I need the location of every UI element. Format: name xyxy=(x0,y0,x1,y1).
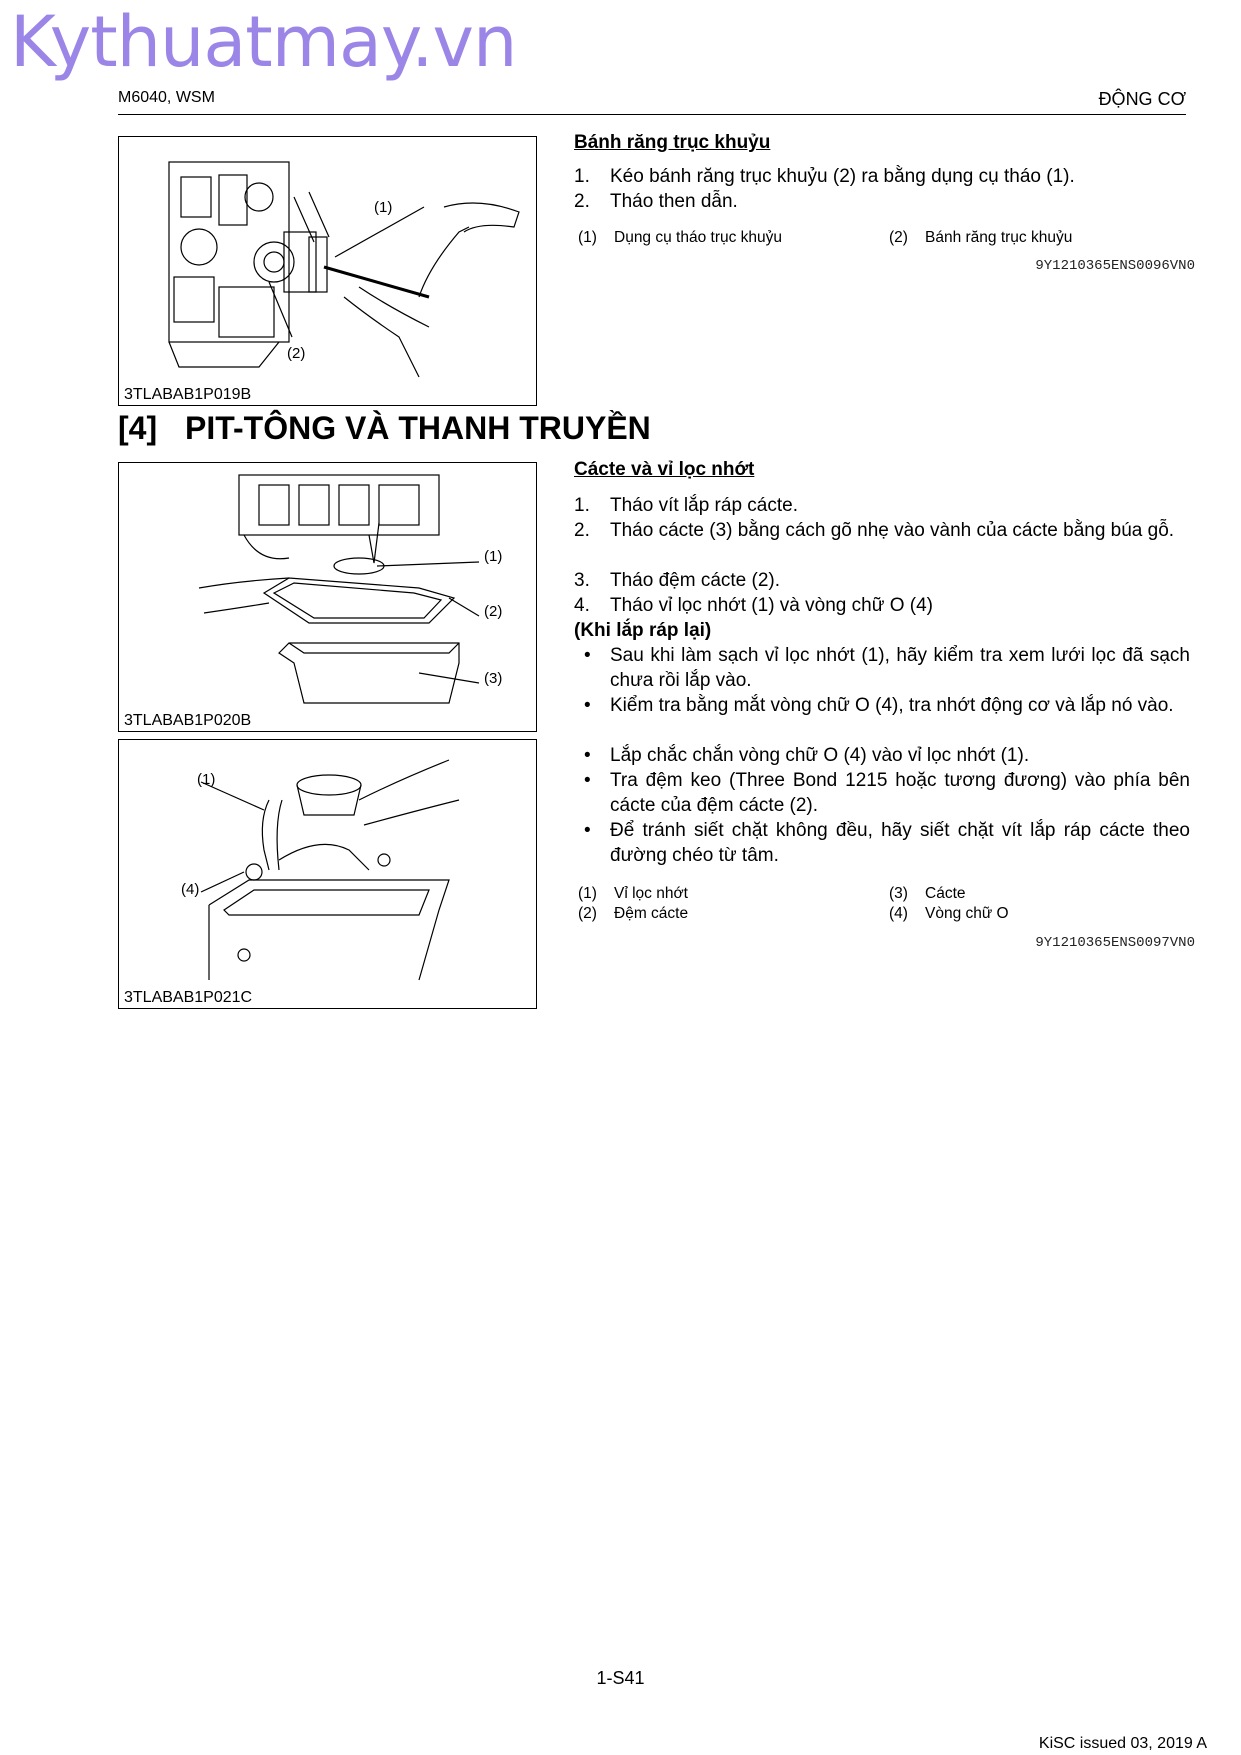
page-number: 1-S41 xyxy=(596,1668,645,1688)
step-text: Tháo vít lắp ráp cácte. xyxy=(610,495,798,516)
callout-2: (2) xyxy=(287,345,306,362)
bullet-text: Tra đệm keo (Three Bond 1215 hoặc tương đương) vào phía bên cácte của đệm cácte (2). xyxy=(610,770,1190,816)
legend-text: Đệm cácte xyxy=(614,905,689,922)
step-text: Kéo bánh răng trục khuỷu (2) ra bằng dụng cụ tháo (1). xyxy=(610,166,1075,187)
bullet-text: Kiểm tra bằng mắt vòng chữ O (4), tra nhớt động cơ và lắp nó vào. xyxy=(610,695,1174,716)
block1-legend-1 xyxy=(578,229,783,247)
doc-code: 9Y1210365ENS0097VN0 xyxy=(1035,935,1195,951)
step-number: 2. xyxy=(574,520,590,541)
step-text: Tháo đệm cácte (2). xyxy=(610,570,781,591)
oil-strainer-illustration xyxy=(119,740,536,985)
block1-legend-2 xyxy=(889,229,1073,247)
bullet-char: • xyxy=(584,770,591,791)
section-title: PIT-TÔNG VÀ THANH TRUYỀN xyxy=(185,410,651,446)
step-number: 4. xyxy=(574,595,590,616)
bullet-text: Sau khi làm sạch vỉ lọc nhớt (1), hãy kiểm tra xem lưới lọc đã sạch chưa rồi lắp vào. xyxy=(610,645,1190,691)
legend-number: (1) xyxy=(578,229,597,246)
header-rule xyxy=(118,114,1186,115)
legend-text: Vòng chữ O xyxy=(925,905,1009,922)
legend-text: Dụng cụ tháo trục khuỷu xyxy=(614,229,783,246)
step-number: 3. xyxy=(574,570,590,591)
callout-1: (1) xyxy=(374,199,393,216)
legend-number: (3) xyxy=(889,885,908,902)
section-number: [4] xyxy=(118,410,158,446)
block2-legend-4 xyxy=(889,905,1009,923)
header-model: M6040, WSM xyxy=(118,89,215,106)
bullet-char: • xyxy=(584,695,591,716)
legend-number: (2) xyxy=(578,905,597,922)
figure-code: 3TLABAB1P019B xyxy=(124,386,252,403)
bullet-char: • xyxy=(584,745,591,766)
oil-pan-illustration xyxy=(119,463,536,708)
legend-number: (2) xyxy=(889,229,908,246)
legend-number: (4) xyxy=(889,905,908,922)
figure-oil-strainer xyxy=(118,739,537,1009)
legend-number: (1) xyxy=(578,885,597,902)
bullet-char: • xyxy=(584,820,591,841)
callout-1: (1) xyxy=(197,771,216,788)
legend-text: Bánh răng trục khuỷu xyxy=(925,229,1073,246)
callout-2: (2) xyxy=(484,603,503,620)
figure-code: 3TLABAB1P020B xyxy=(124,712,252,729)
block2-legend-3 xyxy=(889,885,966,903)
step-number: 1. xyxy=(574,166,590,187)
block1-title: Bánh răng trục khuỷu xyxy=(574,132,771,153)
callout-3: (3) xyxy=(484,670,503,687)
legend-text: Vỉ lọc nhớt xyxy=(614,885,688,902)
step-number: 2. xyxy=(574,191,590,212)
bullet-text: Để tránh siết chặt không đều, hãy siết chặt vít lắp ráp cácte theo đường chéo từ tâm. xyxy=(610,820,1190,866)
reassembly-heading: (Khi lắp ráp lại) xyxy=(574,620,712,641)
step-text: Tháo then dẫn. xyxy=(610,191,738,212)
watermark: Kythuatmay.vn xyxy=(10,1,517,83)
figure-oil-pan xyxy=(118,462,537,732)
doc-code: 9Y1210365ENS0096VN0 xyxy=(1035,258,1195,274)
header-section: ĐỘNG CƠ xyxy=(1098,89,1186,109)
figure-code: 3TLABAB1P021C xyxy=(124,989,253,1006)
step-text: Tháo cácte (3) bằng cách gõ nhẹ vào vành của cácte bằng búa gỗ. xyxy=(610,520,1175,541)
step-number: 1. xyxy=(574,495,590,516)
step-text: Tháo vỉ lọc nhớt (1) và vòng chữ O (4) xyxy=(610,595,933,616)
bullet-text: Lắp chắc chắn vòng chữ O (4) vào vỉ lọc nhớt (1). xyxy=(610,745,1030,766)
block2-legend-2 xyxy=(578,905,689,923)
bullet-char: • xyxy=(584,645,591,666)
issued-note: KiSC issued 03, 2019 A xyxy=(1038,1735,1207,1752)
block2-title: Cácte và vỉ lọc nhớt xyxy=(574,459,755,480)
block2-legend-1 xyxy=(578,885,688,903)
callout-4: (4) xyxy=(181,881,200,898)
figure-crankshaft-gear xyxy=(118,136,537,406)
callout-1: (1) xyxy=(484,548,503,565)
legend-text: Cácte xyxy=(925,885,966,902)
crankshaft-puller-illustration xyxy=(119,137,536,382)
